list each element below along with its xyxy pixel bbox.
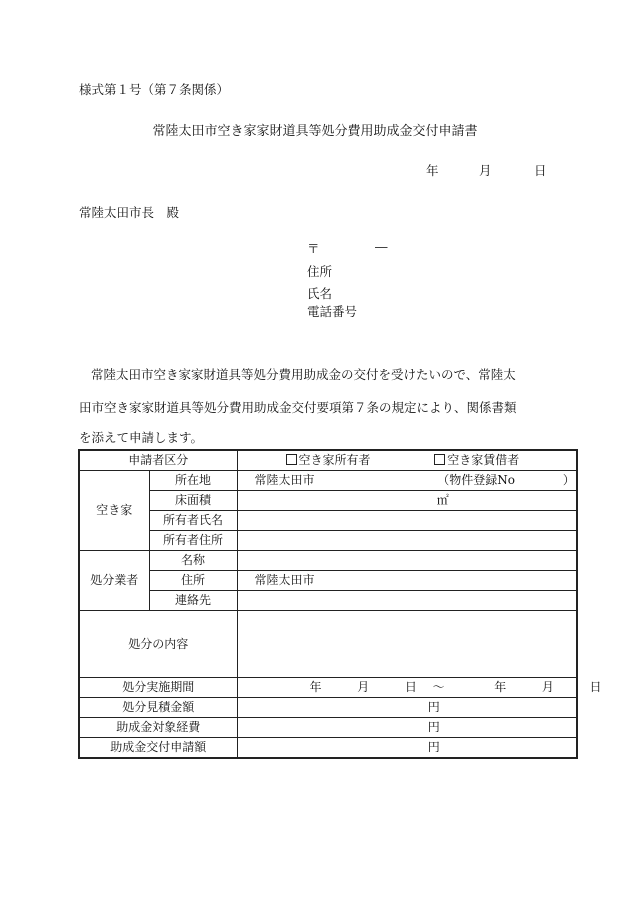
owner-address-cell[interactable]	[237, 531, 577, 551]
request-amount-cell[interactable]	[237, 738, 577, 759]
period-tilde: ～	[432, 680, 445, 694]
disposer-address-value: 常陸太田市	[254, 573, 315, 587]
owner-address-label: 所有者住所	[149, 531, 237, 551]
vacant-house-label: 空き家	[79, 471, 149, 551]
table-row	[79, 511, 577, 531]
period-cell[interactable]	[237, 678, 602, 698]
date-month-label: 月	[479, 163, 492, 178]
location-value: 常陸太田市	[254, 473, 315, 487]
disposer-label: 処分業者	[79, 551, 149, 611]
body-text-line-1: 常陸太田市空き家家財道具等処分費用助成金の交付を受けたいので、常陸太	[91, 367, 516, 382]
period-label: 処分実施期間	[79, 678, 237, 698]
body-text-line-2: 田市空き家家財道具等処分費用助成金交付要項第７条の規定により、関係書類	[79, 400, 517, 415]
table-row	[79, 591, 577, 611]
postal-dash: ―	[375, 239, 388, 254]
disposer-address-cell[interactable]	[237, 571, 577, 591]
location-cell[interactable]	[237, 471, 577, 491]
applicant-address-label: 住所	[307, 264, 333, 279]
table-row	[79, 551, 577, 571]
date-day-label: 日	[534, 163, 547, 178]
disposer-address-label: 住所	[149, 571, 237, 591]
document-title: 常陸太田市空き家家財道具等処分費用助成金交付申請書	[152, 124, 478, 139]
owner-name-cell[interactable]	[237, 511, 577, 531]
registration-number-label: （物件登録No ）	[437, 473, 575, 487]
form-number: 様式第１号（第７条関係）	[79, 82, 230, 97]
table-row	[79, 738, 577, 759]
applicant-name-label: 氏名	[307, 286, 333, 301]
eligible-yen: 円	[427, 720, 440, 734]
table-row	[79, 698, 577, 718]
location-label: 所在地	[149, 471, 237, 491]
owner-name-label: 所有者氏名	[149, 511, 237, 531]
tenant-checkbox[interactable]	[434, 454, 445, 465]
floor-area-unit: ㎡	[436, 493, 449, 507]
eligible-expense-cell[interactable]	[237, 718, 577, 738]
floor-area-cell[interactable]	[237, 491, 577, 511]
owner-checkbox[interactable]	[286, 454, 297, 465]
date-year-label: 年	[426, 163, 439, 178]
period-start-day: 日	[404, 680, 417, 694]
period-end-day: 日	[589, 680, 602, 694]
period-start-month: 月	[357, 680, 370, 694]
eligible-expense-label: 助成金対象経費	[79, 718, 237, 738]
table-row	[79, 571, 577, 591]
application-table	[78, 449, 602, 759]
body-text-line-3: を添えて申請します。	[79, 430, 204, 445]
disposal-content-cell[interactable]	[237, 611, 577, 678]
postal-mark: 〒	[307, 241, 320, 256]
table-row	[79, 678, 577, 698]
request-yen: 円	[427, 740, 440, 754]
estimate-label: 処分見積金額	[79, 698, 237, 718]
estimate-cell[interactable]	[237, 698, 577, 718]
table-row	[79, 611, 577, 678]
table-row	[79, 531, 577, 551]
period-end-year: 年	[494, 680, 507, 694]
contact-cell[interactable]	[237, 591, 577, 611]
applicant-type-options	[237, 450, 577, 471]
request-amount-label: 助成金交付申請額	[79, 738, 237, 759]
table-row	[79, 491, 577, 511]
disposer-name-label: 名称	[149, 551, 237, 571]
table-row	[79, 450, 577, 471]
disposal-content-label: 処分の内容	[79, 611, 237, 678]
owner-option-label: 空き家所有者	[298, 453, 371, 467]
disposer-name-cell[interactable]	[237, 551, 577, 571]
applicant-type-label: 申請者区分	[79, 450, 237, 471]
applicant-tel-label: 電話番号	[307, 304, 358, 319]
period-end-month: 月	[541, 680, 554, 694]
tenant-option-label: 空き家賃借者	[447, 453, 520, 467]
estimate-yen: 円	[427, 700, 440, 714]
contact-label: 連絡先	[149, 591, 237, 611]
floor-area-label: 床面積	[149, 491, 237, 511]
period-start-year: 年	[309, 680, 322, 694]
table-row	[79, 471, 577, 491]
table-row	[79, 718, 577, 738]
addressee: 常陸太田市長 殿	[79, 205, 180, 220]
